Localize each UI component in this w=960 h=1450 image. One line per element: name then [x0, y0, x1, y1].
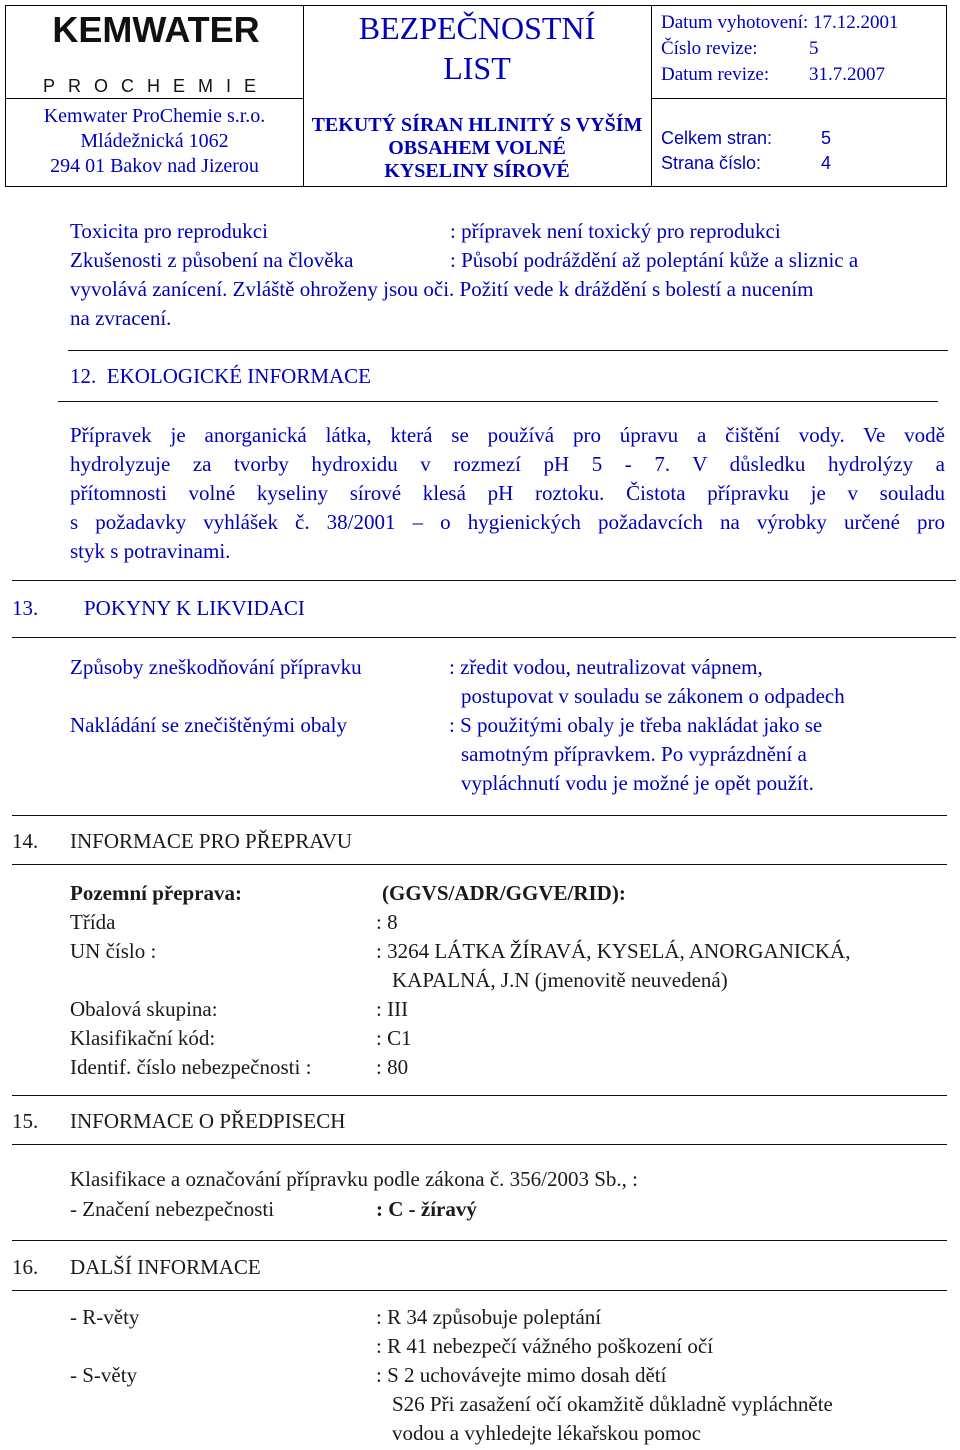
packing-group-label: Obalová skupina: [70, 997, 218, 1021]
section-title: POKYNY K LIKVIDACI [84, 596, 305, 620]
page-info [661, 126, 831, 176]
section-title: EKOLOGICKÉ INFORMACE [106, 364, 371, 388]
pages-label: Strana číslo: [661, 153, 762, 173]
paragraph-line: hydrolyzuje za tvorby hydroxidu v rozmezí pH 5 - 7. V důsledku hydrolýzy a [70, 452, 945, 476]
section-title: DALŠÍ INFORMACE [70, 1255, 261, 1279]
document-title [303, 8, 651, 88]
section-title: INFORMACE O PŘEDPISECH [70, 1109, 346, 1133]
section-14-heading [12, 829, 353, 854]
section-number: 14. [12, 829, 39, 853]
section-rule [68, 350, 948, 351]
section-rule [12, 1144, 947, 1145]
tox-exp-label: Zkušenosti z působení na člověka [70, 248, 354, 272]
section-12-heading [70, 364, 371, 389]
title-line: LIST [443, 50, 511, 86]
s-phrases-label: - S-věty [70, 1363, 138, 1387]
hazard-mark-label: - Značení nebezpečnosti [70, 1197, 275, 1221]
product-line: TEKUTÝ SÍRAN HLINITÝ S VYŠÍM [311, 114, 643, 136]
header-divider [651, 6, 652, 186]
class-value: : 8 [376, 910, 398, 934]
packaging-value: vypláchnutí vodu je možné je opět použít. [461, 771, 814, 795]
section-15-heading [12, 1109, 346, 1134]
tox-repro-label: Toxicita pro reprodukci [70, 219, 268, 243]
hazard-number-label: Identif. číslo nebezpečnosti : [70, 1055, 312, 1079]
section-rule [12, 1290, 947, 1291]
section-rule [12, 864, 947, 865]
company-city: 294 01 Bakov nad Jizerou [50, 155, 259, 177]
paragraph-line: Přípravek je anorganická látka, která se používá pro úpravu a čištění vody. Ve vodě [70, 423, 945, 447]
land-transport-label: Pozemní přeprava: [70, 881, 243, 905]
logo-sub: PROCHEMIE [42, 76, 270, 96]
section-title: INFORMACE PRO PŘEPRAVU [70, 829, 353, 853]
disposal-value: postupovat v souladu se zákonem o odpadech [461, 684, 845, 708]
paragraph-line: styk s potravinami. [70, 539, 231, 563]
company-street: Mládežnická 1062 [80, 130, 229, 152]
kemwater-logo-icon [26, 6, 286, 96]
product-line: OBSAHEM VOLNÉ [388, 137, 566, 159]
un-number-value: : 3264 LÁTKA ŽÍRAVÁ, KYSELÁ, ANORGANICKÁ, [376, 939, 851, 963]
paragraph-line: přítomnosti volné kyseliny sírové klesá pH roztoku. Čistota přípravku je v souladu [70, 481, 945, 505]
meta-value: 31.7.2007 [809, 64, 885, 85]
un-number-label: UN číslo : [70, 939, 157, 963]
tox-exp-line: vyvolává zanícení. Zvláště ohroženy jsou oči. Požití vede k dráždění s bolestí a nucením [70, 277, 814, 301]
meta-value: 5 [809, 38, 819, 59]
company-address [6, 104, 303, 179]
regulation-line: Klasifikace a označování přípravku podle zákona č. 356/2003 Sb., : [70, 1167, 638, 1191]
tox-exp-value: : Působí podráždění až poleptání kůže a sliznic a [450, 248, 859, 272]
meta-label: Číslo revize: [661, 38, 758, 59]
s-phrase: S26 Při zasažení očí okamžitě důkladně vypláchněte [392, 1392, 833, 1416]
tox-exp-line: na zvracení. [70, 306, 172, 330]
header-divider [6, 98, 303, 99]
meta-value: 17.12.2001 [812, 12, 899, 33]
section-number: 16. [12, 1255, 39, 1279]
classification-code-value: : C1 [376, 1026, 412, 1050]
section-rule [12, 1240, 947, 1241]
packaging-value: : S použitými obaly je třeba nakládat jako se [449, 713, 823, 737]
section-rule [12, 1095, 947, 1096]
r-phrases-label: - R-věty [70, 1305, 140, 1329]
section-13-heading [12, 596, 305, 621]
s-phrase: vodou a vyhledejte lékařskou pomoc [392, 1421, 702, 1445]
disposal-label: Způsoby zneškodňování přípravku [70, 655, 362, 679]
packaging-label: Nakládání se znečištěnými obaly [70, 713, 347, 737]
s-phrase: : S 2 uchovávejte mimo dosah dětí [376, 1363, 667, 1387]
un-number-value: KAPALNÁ, J.N (jmenovitě neuvedená) [392, 968, 728, 992]
company-logo [26, 6, 286, 96]
land-transport-value: (GGVS/ADR/GGVE/RID): [382, 881, 626, 905]
meta-label: Datum vyhotovení: [661, 12, 809, 33]
section-rule [58, 401, 938, 402]
section-rule [12, 580, 956, 581]
tox-repro-value: : přípravek není toxický pro reprodukci [450, 219, 781, 243]
product-line: KYSELINY SÍROVÉ [384, 160, 570, 182]
section-number: 15. [12, 1109, 39, 1133]
packing-group-value: : III [376, 997, 409, 1021]
revision-info [661, 10, 898, 88]
product-name [303, 114, 651, 183]
section-number: 12. [70, 364, 97, 388]
disposal-value: : zředit vodou, neutralizovat vápnem, [449, 655, 763, 679]
pages-label: Celkem stran: [661, 128, 773, 148]
logo-brand: KEMWATER [52, 9, 260, 50]
class-label: Třída [70, 910, 116, 934]
pages-value: 4 [821, 153, 832, 173]
section-rule [12, 815, 947, 816]
hazard-mark-value: : C - žíravý [376, 1197, 477, 1221]
classification-code-label: Klasifikační kód: [70, 1026, 216, 1050]
r-phrase: : R 41 nebezpečí vážného poškození očí [376, 1334, 714, 1358]
hazard-number-value: : 80 [376, 1055, 409, 1079]
r-phrase: : R 34 způsobuje poleptání [376, 1305, 602, 1329]
title-line: BEZPEČNOSTNÍ [358, 10, 596, 46]
paragraph-line: s požadavky vyhlášek č. 38/2001 – o hygienických požadavcích na výrobky určené pro [70, 510, 945, 534]
section-16-heading [12, 1255, 261, 1280]
header-divider [651, 98, 946, 99]
meta-label: Datum revize: [661, 64, 770, 85]
section-rule [12, 637, 956, 638]
ecology-paragraph [70, 421, 945, 566]
pages-value: 5 [821, 128, 832, 148]
packaging-value: samotným přípravkem. Po vyprázdnění a [461, 742, 807, 766]
company-name: Kemwater ProChemie s.r.o. [43, 105, 266, 127]
document-header [5, 5, 947, 187]
section-number: 13. [12, 596, 39, 620]
